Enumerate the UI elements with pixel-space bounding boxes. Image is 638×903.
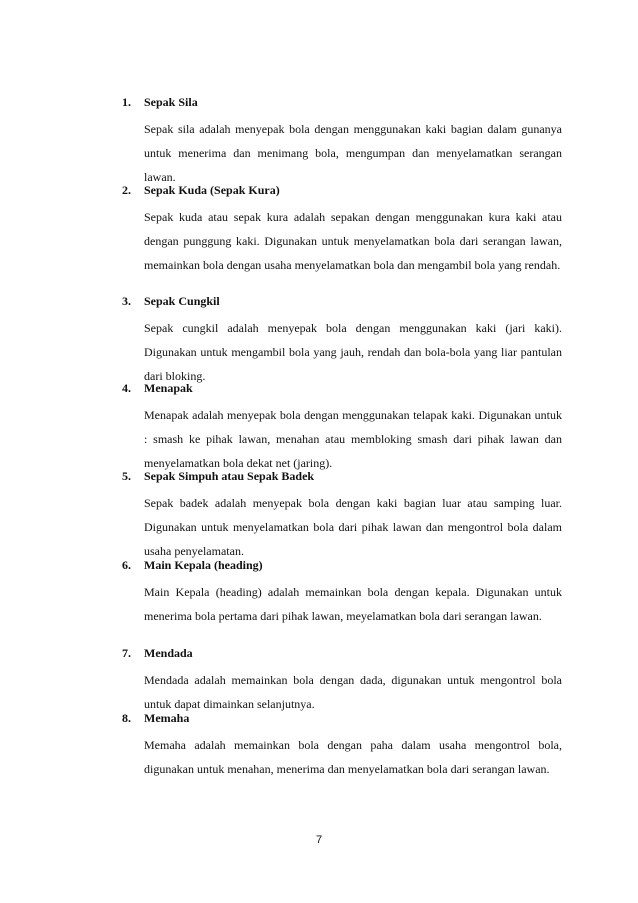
item-heading: Main Kepala (heading) [144, 558, 263, 572]
item-text: Sepak kuda atau sepak kura adalah sepakan dengan menggunakan kura kaki atau dengan punggung kaki. Digunakan untuk menyelamatkan bola dari serangan lawan, memainkan bola dengan usaha menyelamatkan bola dan mengambil bola yang rendah. [144, 210, 562, 272]
item-text: Sepak badek adalah menyepak bola dengan kaki bagian luar atau samping luar. Digunakan untuk menyelamatkan bola dari pihak lawan dan mengontrol bola dalam usaha penyelamatan. [144, 496, 562, 558]
item-heading: Memaha [144, 711, 190, 725]
item-text: Sepak sila adalah menyepak bola dengan menggunakan kaki bagian dalam gunanya untuk menerima dan menimang bola, mengumpan dan menyelamatkan serangan lawan. [144, 122, 562, 184]
item-number: 2. [122, 183, 131, 197]
item-number: 3. [122, 294, 131, 308]
item-heading: Sepak Kuda (Sepak Kura) [144, 183, 280, 197]
item-text: Sepak cungkil adalah menyepak bola dengan menggunakan kaki (jari kaki). Digunakan untuk mengambil bola yang jauh, rendah dan bola-bola yang liar pantulan dari bloking. [144, 321, 562, 383]
item-heading: Menapak [144, 381, 193, 395]
item-text: Menapak adalah menyepak bola dengan menggunakan telapak kaki. Digunakan untuk : smash ke pihak lawan, menahan atau membloking smash dari pihak lawan dan menyelamatkan bola dekat net (jaring). [144, 408, 562, 470]
item-heading: Sepak Simpuh atau Sepak Badek [144, 469, 315, 483]
item-number: 8. [122, 711, 131, 725]
item-number: 7. [122, 646, 131, 660]
item-number: 6. [122, 558, 131, 572]
item-heading: Sepak Sila [144, 95, 198, 109]
item-heading: Sepak Cungkil [144, 294, 220, 308]
item-heading: Mendada [144, 646, 193, 660]
item-text: Mendada adalah memainkan bola dengan dada, digunakan untuk mengontrol bola untuk dapat dimainkan selanjutnya. [144, 673, 562, 711]
item-text: Main Kepala (heading) adalah memainkan bola dengan kepala. Digunakan untuk menerima bola pertama dari pihak lawan, meyelamatkan bola dari serangan lawan. [144, 585, 562, 623]
item-number: 5. [122, 469, 131, 483]
page-number: 7 [315, 834, 323, 846]
item-number: 1. [122, 95, 131, 109]
item-text: Memaha adalah memainkan bola dengan paha dalam usaha mengontrol bola, digunakan untuk menahan, menerima dan menyelamatkan bola dari serangan lawan. [144, 738, 562, 776]
item-number: 4. [122, 381, 131, 395]
